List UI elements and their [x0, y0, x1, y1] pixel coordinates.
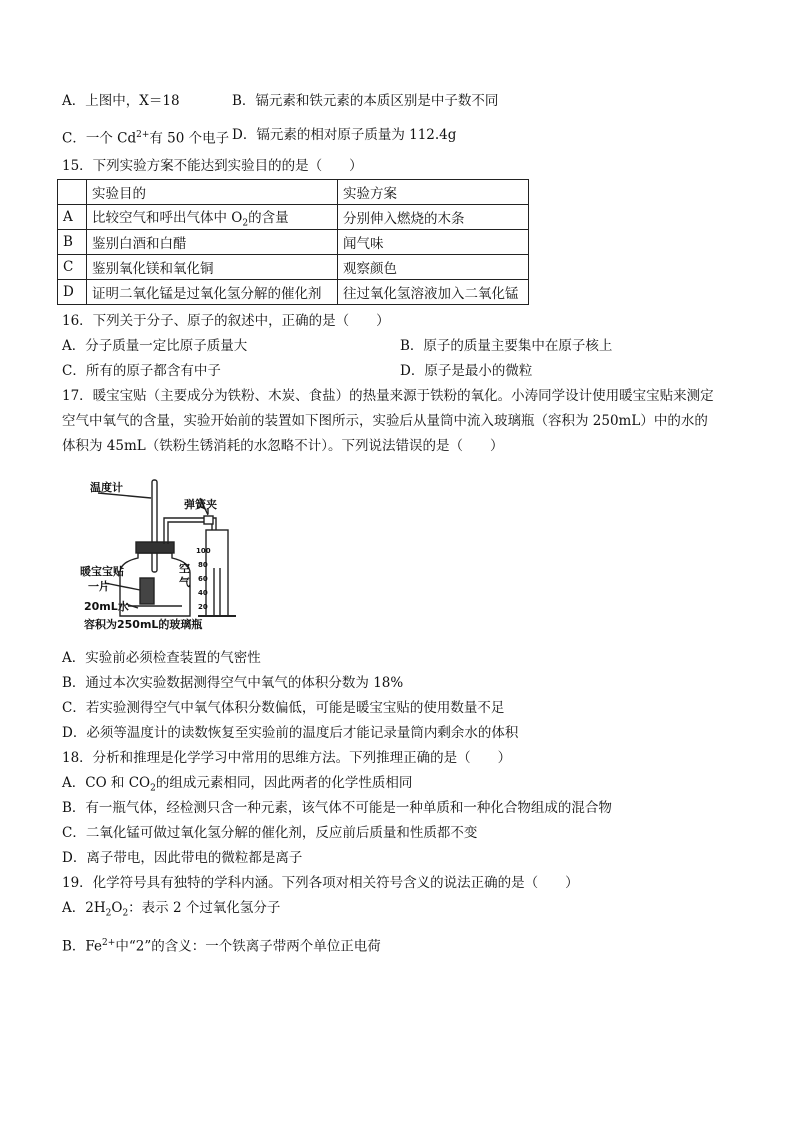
- q18-option-d: D．离子带电，因此带电的微粒都是离子: [62, 850, 303, 866]
- q16-option-d: D．原子是最小的微粒: [400, 363, 533, 379]
- q17-option-a: A．实验前必须检查装置的气密性: [62, 650, 261, 666]
- row-label: C: [58, 255, 87, 280]
- table-row: [58, 180, 529, 205]
- label-clamp: 弹簧夹: [184, 498, 217, 511]
- row-method: 分别伸入燃烧的木条: [338, 205, 529, 230]
- table-row: [58, 230, 529, 255]
- label-air-1: 空: [179, 562, 190, 575]
- q16-option-c: C．所有的原子都含有中子: [62, 363, 221, 379]
- q19-option-b: B．$Fe^{2+}$中“2”的含义：一个铁离子带两个单位正电荷: [62, 938, 381, 955]
- q17-option-c: C．若实验测得空气中氧气体积分数偏低，可能是暖宝宝贴的使用数量不足: [62, 700, 505, 716]
- q18-option-c: C．二氧化锰可做过氧化氢分解的催化剂，反应前后质量和性质都不变: [62, 825, 478, 841]
- row-method: 闻气味: [338, 230, 529, 255]
- q15-table: [57, 179, 529, 305]
- scale-mark: 80: [198, 561, 208, 569]
- thermometer-icon: [152, 480, 157, 572]
- label-air-2: 气: [179, 576, 190, 589]
- table-row: [58, 205, 529, 230]
- q16-option-b: B．原子的质量主要集中在原子核上: [400, 338, 613, 354]
- q14-option-d: D．镉元素的相对原子质量为 112.4g: [232, 127, 457, 143]
- label-water: 20mL水: [84, 600, 129, 613]
- row-label: D: [58, 280, 87, 305]
- row-purpose: 证明二氧化锰是过氧化氢分解的催化剂: [87, 280, 338, 305]
- q18-stem: 18．分析和推理是化学学习中常用的思维方法。下列推理正确的是（ ）: [62, 750, 512, 766]
- q17-stem-line3: 体积为 45mL（铁粉生锈消耗的水忽略不计）。下列说法错误的是（ ）: [62, 438, 504, 454]
- q17-option-b: B．通过本次实验数据测得空气中氧气的体积分数为 18%: [62, 675, 404, 691]
- q17-stem-line1: 17．暖宝宝贴（主要成分为铁粉、木炭、食盐）的热量来源于铁粉的氧化。小涛同学设计使用暖宝宝贴来测定: [62, 388, 714, 404]
- q18-option-a: A．CO 和 $CO_2$的组成元素相同，因此两者的化学性质相同: [62, 775, 413, 794]
- q18-option-b: B．有一瓶气体，经检测只含一种元素，该气体不可能是一种单质和一种化合物组成的混合物: [62, 800, 612, 816]
- q14-option-a: A．上图中，X＝18: [62, 93, 180, 109]
- label-bottle: 容积为250mL的玻璃瓶: [84, 618, 203, 631]
- scale-mark: 60: [198, 575, 208, 583]
- scale-mark: 100: [196, 547, 211, 555]
- q14-option-b: B．镉元素和铁元素的本质区别是中子数不同: [232, 93, 499, 109]
- q16-option-a: A．分子质量一定比原子质量大: [62, 338, 248, 354]
- q19-option-a: A．$2H_2O_2$：表示 2 个过氧化氢分子: [62, 900, 281, 919]
- q15-stem: 15．下列实验方案不能达到实验目的的是（ ）: [62, 158, 363, 174]
- q19-stem: 19．化学符号具有独特的学科内涵。下列各项对相关符号含义的说法正确的是（ ）: [62, 875, 579, 891]
- q17-apparatus-figure: [80, 478, 280, 638]
- scale-mark: 20: [198, 603, 208, 611]
- q16-stem: 16．下列关于分子、原子的叙述中，正确的是（ ）: [62, 313, 390, 329]
- table-row: [58, 280, 529, 305]
- row-purpose: 比较空气和呼出气体中 $O_2$的含量: [87, 205, 338, 230]
- q17-stem-line2: 空气中氧气的含量，实验开始前的装置如下图所示，实验后从量筒中流入玻璃瓶（容积为 250mL）中的水的: [62, 413, 708, 429]
- label-thermometer: 温度计: [90, 481, 123, 494]
- table-header-purpose: 实验目的: [87, 180, 338, 205]
- table-row: [58, 255, 529, 280]
- scale-mark: 40: [198, 589, 208, 597]
- row-purpose: 鉴别氧化镁和氧化铜: [87, 255, 338, 280]
- label-pad-line2: 一片: [88, 580, 110, 593]
- row-method: 观察颜色: [338, 255, 529, 280]
- graduated-cylinder-icon: [206, 530, 228, 616]
- row-label: A: [58, 205, 87, 230]
- row-purpose: 鉴别白酒和白醋: [87, 230, 338, 255]
- table-header-method: 实验方案: [338, 180, 529, 205]
- q14-option-c: C．一个 $Cd^{2+}$有 50 个电子: [62, 130, 230, 147]
- table-cell: [58, 180, 87, 205]
- label-pad-line1: 暖宝宝贴: [80, 565, 124, 578]
- row-method: 往过氧化氢溶液加入二氧化锰: [338, 280, 529, 305]
- q17-option-d: D．必须等温度计的读数恢复至实验前的温度后才能记录量筒内剩余水的体积: [62, 725, 519, 741]
- row-label: B: [58, 230, 87, 255]
